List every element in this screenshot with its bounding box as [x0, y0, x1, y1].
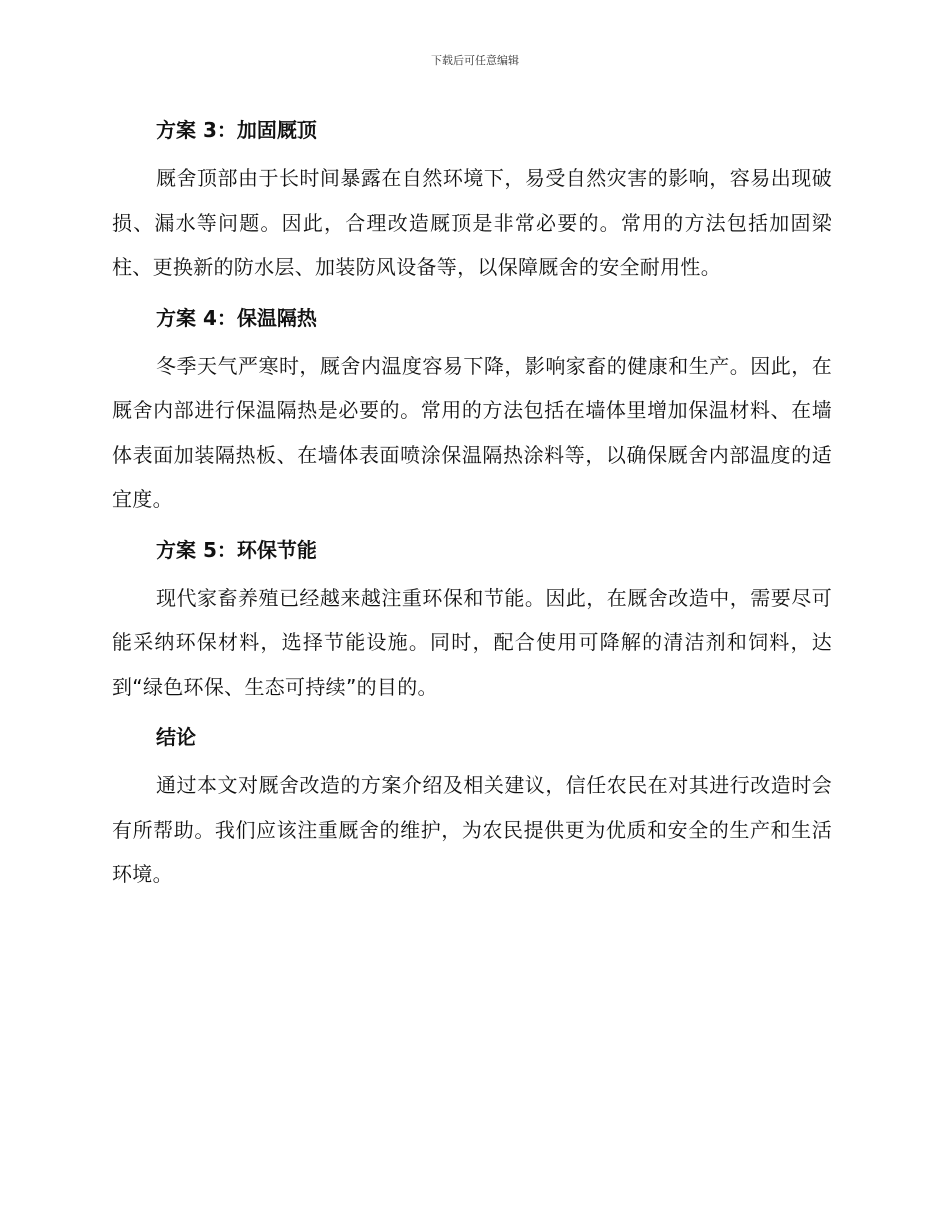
document-body [112, 108, 832, 897]
page-header: 下载后可任意编辑 [431, 54, 519, 67]
section-paragraph-conclusion: 通过本文对厩舍改造的方案介绍及相关建议，信任农民在对其进行改造时会有所帮助。我们应该注重厩舍的维护，为农民提供更为优质和安全的生产和生活环境。 [112, 773, 832, 886]
section-paragraph-plan-5: 现代家畜养殖已经越来越注重环保和节能。因此，在厩舍改造中，需要尽可能采纳环保材料，选择节能设施。同时，配合使用可降解的清洁剂和饲料，达到“绿色环保、生态可持续”的目的。 [112, 585, 832, 699]
section-heading-conclusion: 结论 [156, 725, 196, 749]
section-paragraph-plan-4: 冬季天气严寒时，厩舍内温度容易下降，影响家畜的健康和生产。因此，在厩舍内部进行保温隔热是必要的。常用的方法包括在墙体里增加保温材料、在墙体表面加装隔热板、在墙体表面喷涂保温隔热涂料等，以确保厩舍内部温度的适宜度。 [112, 353, 832, 511]
section-heading-plan-4: 方案 4：保温隔热 [156, 305, 317, 330]
section-paragraph-plan-3: 厩舍顶部由于长时间暴露在自然环境下，易受自然灾害的影响，容易出现破损、漏水等问题。因此，合理改造厩顶是非常必要的。常用的方法包括加固梁柱、更换新的防水层、加装防风设备等，以保障厩舍的安全耐用性。 [112, 166, 832, 279]
section-heading-plan-5: 方案 5：环保节能 [156, 537, 317, 562]
section-heading-plan-3: 方案 3：加固厩顶 [156, 118, 317, 142]
